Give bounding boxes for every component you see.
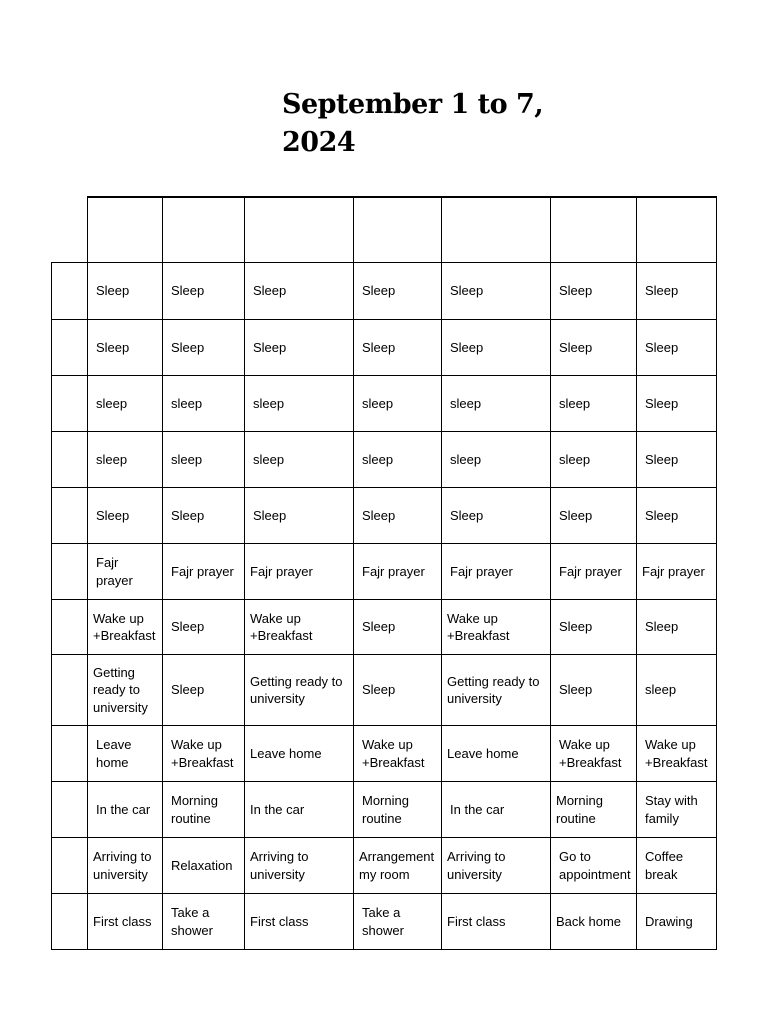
header-row-table — [87, 196, 717, 263]
schedule-cell: Sleep — [163, 655, 245, 726]
schedule-cell: In the car — [442, 782, 551, 838]
schedule-cell: Wake up +Breakfast — [88, 600, 163, 655]
schedule-cell: Sleep — [442, 263, 551, 320]
schedule-cell: sleep — [163, 432, 245, 488]
schedule-cell: sleep — [551, 376, 637, 432]
schedule-cell: In the car — [88, 782, 163, 838]
schedule-cell: Sleep — [245, 263, 354, 320]
schedule-cell: Getting ready to university — [88, 655, 163, 726]
schedule-cell: sleep — [637, 655, 717, 726]
schedule-cell: Leave home — [245, 726, 354, 782]
schedule-cell: Sleep — [163, 488, 245, 544]
schedule-cell: Take a shower — [354, 894, 442, 950]
schedule-cell: Wake up +Breakfast — [163, 726, 245, 782]
table-row — [52, 544, 717, 600]
header-row — [88, 197, 717, 263]
schedule-cell: sleep — [442, 432, 551, 488]
schedule-cell: Stay with family — [637, 782, 717, 838]
table-row — [52, 488, 717, 544]
schedule-table — [51, 262, 717, 950]
schedule-cell: Fajr prayer — [551, 544, 637, 600]
header-cell — [163, 197, 245, 263]
schedule-cell: Sleep — [354, 600, 442, 655]
schedule-cell: Sleep — [163, 600, 245, 655]
schedule-cell: sleep — [88, 432, 163, 488]
schedule-cell: Sleep — [354, 263, 442, 320]
schedule-cell: Sleep — [442, 488, 551, 544]
schedule-cell: Sleep — [551, 655, 637, 726]
schedule-cell: Sleep — [551, 600, 637, 655]
schedule-cell: Getting ready to university — [245, 655, 354, 726]
schedule-cell: Sleep — [245, 320, 354, 376]
schedule-cell: sleep — [88, 376, 163, 432]
table-row — [52, 726, 717, 782]
header-cell — [245, 197, 354, 263]
schedule-cell: Go to appointment — [551, 838, 637, 894]
schedule-cell: Sleep — [637, 600, 717, 655]
schedule-cell: Sleep — [551, 320, 637, 376]
schedule-cell: Wake up +Breakfast — [354, 726, 442, 782]
table-row — [52, 432, 717, 488]
row-label-cell — [52, 655, 88, 726]
schedule-cell: Sleep — [354, 488, 442, 544]
schedule-cell: Drawing — [637, 894, 717, 950]
schedule-cell: Relaxation — [163, 838, 245, 894]
schedule-cell: Fajr prayer — [88, 544, 163, 600]
schedule-cell: Back home — [551, 894, 637, 950]
table-row — [52, 263, 717, 320]
header-cell — [88, 197, 163, 263]
schedule-cell: Fajr prayer — [637, 544, 717, 600]
row-label-cell — [52, 838, 88, 894]
table-row — [52, 894, 717, 950]
schedule-cell: Fajr prayer — [163, 544, 245, 600]
schedule-cell: Sleep — [637, 376, 717, 432]
schedule-cell: Morning routine — [354, 782, 442, 838]
schedule-cell: Sleep — [163, 263, 245, 320]
schedule-cell: Morning routine — [163, 782, 245, 838]
schedule-cell: sleep — [245, 432, 354, 488]
schedule-cell: sleep — [163, 376, 245, 432]
schedule-cell: Sleep — [88, 263, 163, 320]
schedule-cell: Arrangement my room — [354, 838, 442, 894]
schedule-cell: Sleep — [163, 320, 245, 376]
schedule-cell: Sleep — [245, 488, 354, 544]
schedule-cell: Morning routine — [551, 782, 637, 838]
schedule-cell: First class — [88, 894, 163, 950]
schedule-cell: Arriving to university — [88, 838, 163, 894]
schedule-cell: Wake up +Breakfast — [442, 600, 551, 655]
schedule-cell: Sleep — [354, 655, 442, 726]
schedule-cell: Sleep — [637, 263, 717, 320]
schedule-cell: Wake up +Breakfast — [637, 726, 717, 782]
schedule-cell: Leave home — [442, 726, 551, 782]
schedule-cell: Sleep — [637, 488, 717, 544]
row-label-cell — [52, 726, 88, 782]
schedule-cell: Coffee break — [637, 838, 717, 894]
schedule-cell: Take a shower — [163, 894, 245, 950]
table-row — [52, 782, 717, 838]
schedule-cell: Sleep — [551, 263, 637, 320]
schedule-cell: Arriving to university — [442, 838, 551, 894]
schedule-cell: Fajr prayer — [354, 544, 442, 600]
schedule-cell: sleep — [442, 376, 551, 432]
schedule-cell: In the car — [245, 782, 354, 838]
page-title: September 1 to 7, 2024 — [282, 89, 544, 158]
schedule-cell: Wake up +Breakfast — [551, 726, 637, 782]
header-cell — [551, 197, 637, 263]
schedule-cell: Wake up +Breakfast — [245, 600, 354, 655]
row-label-cell — [52, 432, 88, 488]
row-label-cell — [52, 263, 88, 320]
row-label-cell — [52, 488, 88, 544]
header-cell — [354, 197, 442, 263]
row-label-cell — [52, 782, 88, 838]
schedule-cell: First class — [245, 894, 354, 950]
schedule-cell: Fajr prayer — [245, 544, 354, 600]
table-row — [52, 600, 717, 655]
schedule-cell: Sleep — [637, 320, 717, 376]
header-cell — [442, 197, 551, 263]
schedule-cell: sleep — [245, 376, 354, 432]
schedule-cell: Sleep — [442, 320, 551, 376]
table-row — [52, 838, 717, 894]
schedule-cell: Arriving to university — [245, 838, 354, 894]
table-row — [52, 320, 717, 376]
schedule-cell: Getting ready to university — [442, 655, 551, 726]
schedule-cell: sleep — [354, 376, 442, 432]
header-cell — [637, 197, 717, 263]
schedule-cell: Sleep — [637, 432, 717, 488]
schedule-cell: Leave home — [88, 726, 163, 782]
schedule-cell: Fajr prayer — [442, 544, 551, 600]
schedule-cell: sleep — [354, 432, 442, 488]
schedule-cell: Sleep — [551, 488, 637, 544]
schedule-cell: Sleep — [88, 488, 163, 544]
row-label-cell — [52, 894, 88, 950]
schedule-cell: Sleep — [88, 320, 163, 376]
row-label-cell — [52, 600, 88, 655]
table-row — [52, 376, 717, 432]
schedule-cell: First class — [442, 894, 551, 950]
row-label-cell — [52, 320, 88, 376]
row-label-cell — [52, 544, 88, 600]
table-row — [52, 655, 717, 726]
row-label-cell — [52, 376, 88, 432]
schedule-cell: Sleep — [354, 320, 442, 376]
schedule-cell: sleep — [551, 432, 637, 488]
